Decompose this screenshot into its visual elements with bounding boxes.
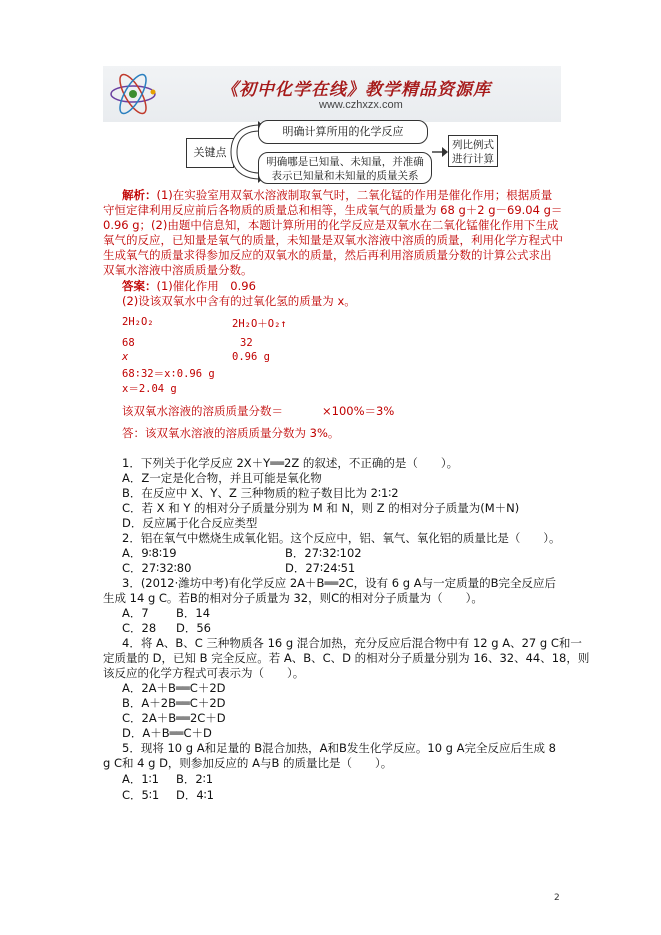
question-5-stem: 5．现将 10 g A和足量的 B混合加热，A和B发生化学反应。10 g A完全反应后生成 8 — [122, 741, 556, 755]
analysis-line: 0.96 g；(2)由题中信息知，本题计算所用的化学反应是双氧水在二氧化锰催化作用下生成 — [103, 218, 559, 232]
question-4-option: D．A＋B══C＋D — [122, 726, 212, 740]
header-banner — [103, 66, 561, 122]
analysis-line: (1)在实验室用双氧水溶液制取氧气时，二氧化锰的作用是催化作用；根据质量 — [156, 188, 553, 202]
key-label: 关键点 — [193, 146, 227, 159]
question-2-stem: 2．铝在氧气中燃烧生成氧化铝。这个反应中，铝、氧气、氧化铝的质量比是（ ）。 — [122, 531, 561, 545]
fraction-result: ×100%＝3% — [322, 404, 395, 418]
equation-product: 2H₂O＋O₂↑ — [232, 318, 287, 330]
question-4-stem: 定质量的 D，已知 B 完全反应。若 A、B、C、D 的相对分子质量分别为 16、32、44、18，则 — [103, 651, 590, 665]
question-4-option: C．2A＋B══2C＋D — [122, 711, 226, 725]
question-5-option: C．5∶1 — [122, 788, 160, 802]
question-1-option: D．反应属于化合反应类型 — [122, 516, 258, 530]
answer-label: 答案： — [122, 279, 157, 293]
question-3-option: B．14 — [176, 606, 211, 620]
final-answer: 答：该双氧水溶液的溶质质量分数为 3%。 — [122, 426, 340, 440]
proportion: 68∶32＝x∶0.96 g — [122, 368, 215, 380]
question-1-option: B．在反应中 X、Y、Z 三种物质的粒子数目比为 2∶1∶2 — [122, 486, 399, 500]
analysis-line: 氧气的反应，已知量是氧气的质量，未知量是双氧水溶液中溶质的质量，利用化学方程式中 — [103, 233, 563, 247]
question-4-stem: 该反应的化学方程式可表示为（ ）。 — [103, 666, 305, 680]
question-3-option: A．7 — [122, 606, 149, 620]
equation-reactant: 2H₂O₂ — [122, 316, 154, 328]
mass-product: 32 — [240, 337, 253, 349]
question-4-option: A．2A＋B══C＋2D — [122, 681, 226, 695]
question-2-option: D．27∶24∶51 — [285, 561, 356, 575]
question-3-stem: 生成 14 g C。若B的相对分子质量为 32，则C的相对分子质量为（ ）。 — [103, 591, 483, 605]
unknown-product: 0.96 g — [232, 351, 270, 363]
diagram-box-quantities: 明确哪是已知量、未知量，并准确 表示已知量和未知量的质量关系 — [258, 152, 432, 184]
analysis-line: 守恒定律利用反应前后各物质的质量总和相等，生成氧气的质量为 68 g＋2 g－69.04 g＝ — [103, 203, 563, 217]
analysis-label: 解析： — [122, 188, 157, 202]
banner-title: 《初中化学在线》教学精品资源库 — [221, 80, 491, 100]
arrow-right-icon — [432, 146, 448, 158]
mass-reactant: 68 — [122, 337, 135, 349]
solution: x＝2.04 g — [122, 383, 177, 395]
question-3-option: C．28 — [122, 621, 157, 635]
analysis-line: 双氧水溶液中溶质质量分数。 — [103, 263, 253, 277]
fraction-text: 该双氧水溶液的溶质质量分数＝ — [122, 404, 283, 418]
answer-part1: (1)催化作用 0.96 — [156, 279, 256, 293]
unknown-reactant: x — [122, 351, 129, 363]
question-1-option: A．Z一定是化合物，并且可能是氧化物 — [122, 471, 322, 485]
banner-url: www.czhxzx.com — [319, 99, 403, 111]
question-5-option: B．2∶1 — [176, 772, 214, 786]
atom-logo-icon — [103, 66, 163, 122]
question-2-option: C．27∶32∶80 — [122, 561, 192, 575]
question-3-option: D．56 — [176, 621, 211, 635]
question-4-stem: 4．将 A、B、C 三种物质各 16 g 混合加热，充分反应后混合物中有 12 g A、27 g C和一 — [122, 636, 582, 650]
question-3-stem: 3．(2012·潍坊中考)有化学反应 2A＋B══2C，设有 6 g A与一定质量的B完全反应后 — [122, 576, 556, 590]
question-2-option: B．27∶32∶102 — [285, 546, 362, 560]
question-5-option: A．1∶1 — [122, 772, 159, 786]
answer-part2: (2)设该双氧水中含有的过氧化氢的质量为 x。 — [122, 294, 356, 308]
question-4-option: B．A＋2B══C＋2D — [122, 696, 226, 710]
question-2-option: A．9∶8∶19 — [122, 546, 177, 560]
question-5-option: D．4∶1 — [176, 788, 214, 802]
question-1-stem: 1．下列关于化学反应 2X＋Y══2Z 的叙述，不正确的是（ ）。 — [122, 456, 459, 470]
question-1-option: C．若 X 和 Y 的相对分子质量分别为 M 和 N，则 Z 的相对分子质量为(M＋N) — [122, 501, 520, 515]
analysis-line: 生成氧气的质量求得参加反应的双氧水的质量，然后再利用溶质质量分数的计算公式求出 — [103, 248, 552, 262]
question-5-stem: g C和 4 g D，则参加反应的 A与B 的质量比是（ ）。 — [103, 756, 393, 770]
diagram-box-result: 列比例式 进行计算 — [448, 135, 498, 167]
page-number: 2 — [554, 893, 560, 903]
diagram-box-reaction: 明确计算所用的化学反应 — [258, 120, 428, 144]
